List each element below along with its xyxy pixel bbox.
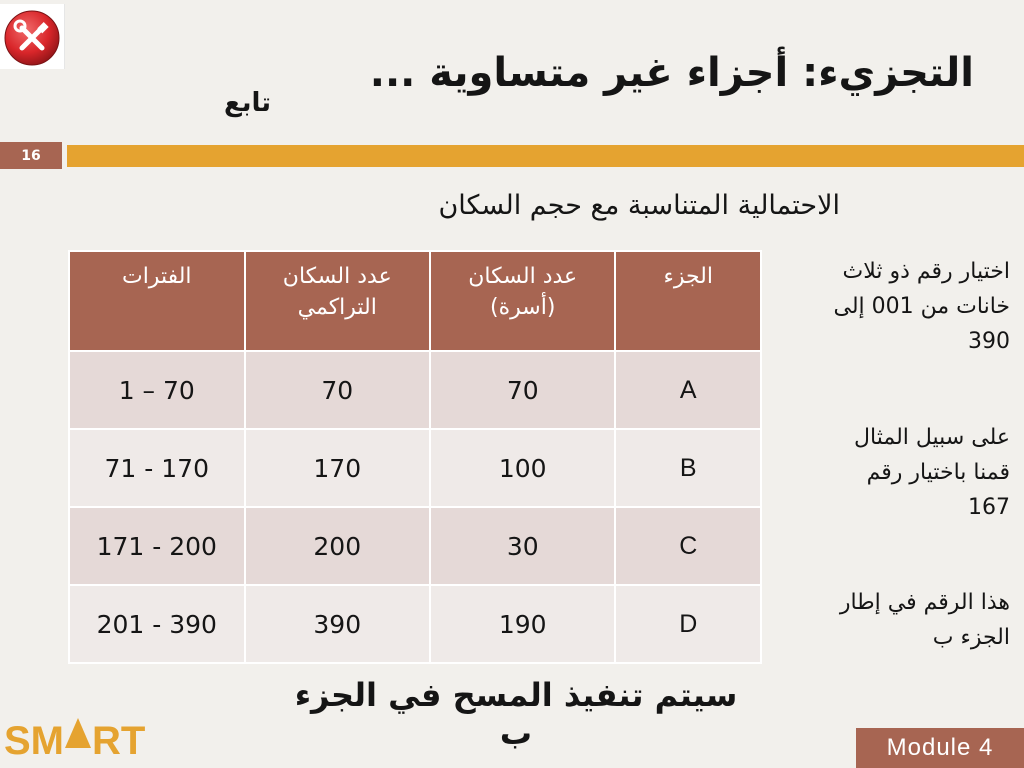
side-note-line: الجزء ب	[932, 625, 1010, 651]
table-cell: 71 - 170	[69, 429, 245, 507]
header-label-population: عدد السكان (أسرة)	[468, 264, 578, 320]
table-cell: 201 - 390	[69, 585, 245, 663]
table-row	[69, 585, 761, 663]
logo-triangle-icon	[65, 718, 91, 748]
side-note-line: خانات من 001 إلى	[833, 294, 1010, 320]
table-cell: 190	[430, 585, 615, 663]
side-note-line: اختيار رقم ذو ثلاث	[842, 259, 1010, 284]
side-note-line: 390	[968, 329, 1010, 355]
table-cell: 70	[430, 351, 615, 429]
table-cell: C	[615, 507, 761, 585]
table-cell: 390	[245, 585, 431, 663]
table-cell: A	[615, 351, 761, 429]
side-note-1	[770, 254, 1010, 360]
table-cell: 200	[245, 507, 431, 585]
table-cell: 1 – 70	[69, 351, 245, 429]
side-note-3	[770, 585, 1010, 655]
title-divider-bar	[67, 145, 1024, 167]
table-cell: 170	[245, 429, 431, 507]
side-note-line: 167	[968, 495, 1010, 521]
header-cell	[69, 251, 245, 351]
table-cell: 171 - 200	[69, 507, 245, 585]
table-row	[69, 507, 761, 585]
tools-icon	[0, 4, 65, 69]
table-cell: B	[615, 429, 761, 507]
table-header-row	[69, 251, 761, 351]
table-cell: 70	[245, 351, 431, 429]
side-note-line: قمنا باختيار رقم	[866, 460, 1010, 486]
header-label-segment: الجزء	[663, 264, 713, 289]
module-label: Module 4	[856, 728, 1024, 768]
conclusion-text: سيتم تنفيذ المسح في الجزء ب	[294, 676, 738, 752]
table-cell: 100	[430, 429, 615, 507]
slide-number: 16	[0, 142, 62, 169]
side-note-line: على سبيل المثال	[854, 425, 1010, 450]
smart-logo-text: SM RT	[4, 719, 146, 763]
side-note-line: هذا الرقم في إطار	[839, 590, 1010, 615]
table-row	[69, 429, 761, 507]
header-cell	[430, 251, 615, 351]
smart-logo	[4, 718, 145, 764]
slide-title: التجزيء: أجزاء غير متساوية ...	[369, 50, 974, 96]
table-row	[69, 351, 761, 429]
section-heading: الاحتمالية المتناسبة مع حجم السكان	[438, 190, 840, 221]
header-label-intervals: الفترات	[121, 264, 192, 289]
header-cell	[615, 251, 761, 351]
header-cell	[245, 251, 431, 351]
table-cell: 30	[430, 507, 615, 585]
side-note-2	[770, 420, 1010, 526]
population-table	[68, 250, 762, 664]
header-label-cumulative: عدد السكان التراكمي	[282, 264, 392, 320]
table-cell: D	[615, 585, 761, 663]
slide-subtitle: تابع	[224, 88, 272, 118]
